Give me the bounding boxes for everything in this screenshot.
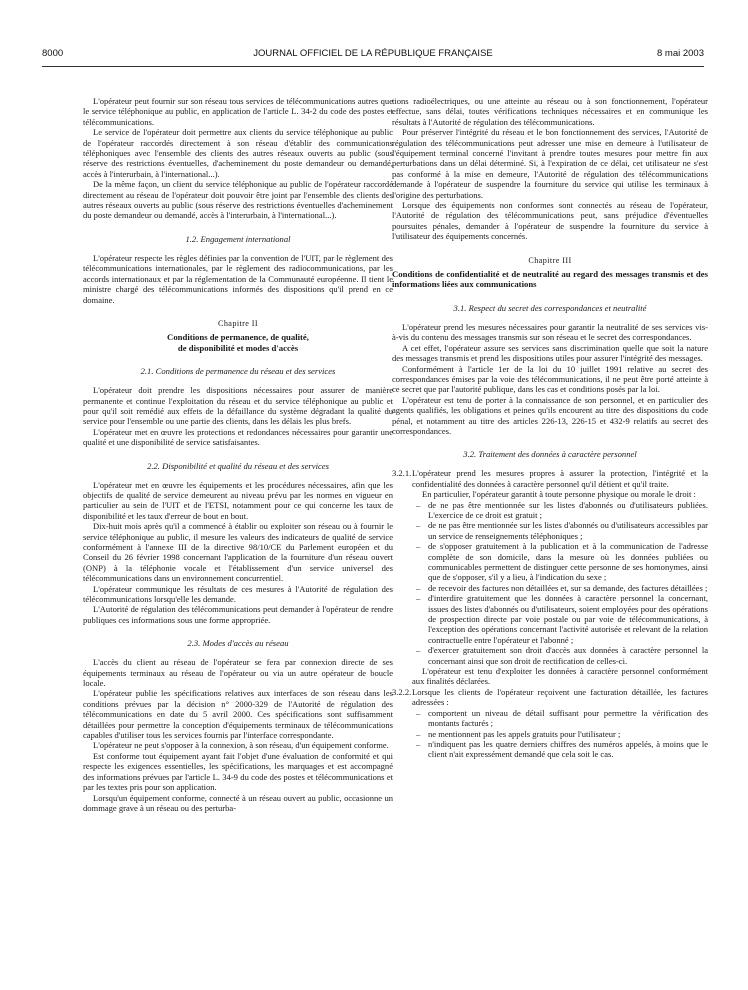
paragraph: De la même façon, un client du service téléphonique au public de l'opérateur raccordé directement au réseau de l'opérateur doit pouvoir être joint par l'ensemble des clients des autres réseaux ouverts au public (sous réserve des restrictions éventuelles d'acheminement du poste demandeur ou demandé, accès à l'interurbain, à l'international...). xyxy=(83,179,393,221)
chapter-title xyxy=(83,332,393,353)
list-item: – de recevoir des factures non détaillées et, sur sa demande, des factures détaillées ; xyxy=(412,583,708,593)
paragraph: Pour préserver l'intégrité du réseau et le bon fonctionnement des services, l'Autorité de régulation des télécommunications peut adresser une mise en demeure à l'utilisateur de l'équipement terminal concerné l'invitant à prendre toutes mesures pour mettre fin aux perturbations dans un délai déterminé. Si, à l'expiration de ce délai, cet utilisateur ne s'est pas conformé à la mise en demeure, l'Autorité de régulation des télécommunications demande à l'opérateur de suspendre la fourniture du service qui utilise les terminaux à l'origine des perturbations. xyxy=(392,127,708,200)
chapter-title-line: Conditions de permanence, de qualité, xyxy=(167,331,309,342)
paragraph: L'Autorité de régulation des télécommunications peut demander à l'opérateur de rendre publiques ces informations sous une forme appropriée. xyxy=(83,604,393,625)
numbered-paragraph-3-2-2 xyxy=(392,687,708,708)
section-title: Disponibilité et qualité du réseau et des services xyxy=(162,460,329,471)
paragraph: L'opérateur respecte les règles définies par la convention de l'UIT, par le règlement des télécommunications internationales, par le règlement des radiocommunications, par les accords internationaux et par la réglementation de la Communauté européenne. Il tient le ministre chargé des télécommunications informés des dispositions qu'il prend en ce domaine. xyxy=(83,252,393,305)
chapter-label: Chapitre III xyxy=(528,255,572,265)
list-item: – n'indiquent pas les quatre derniers chiffres des numéros appelés, à moins que le client n'ait expressément demandé que cela soit le cas. xyxy=(412,739,708,760)
chapter-title: Conditions de confidentialité et de neutralité au regard des messages transmis et des informations liées aux communications xyxy=(392,268,708,290)
rights-list xyxy=(392,500,708,667)
paragraph-text: L'opérateur prend les mesures propres à assurer la protection, l'intégrité et la confidentialité des données à caractère personnel qu'il détient et qu'il traite. xyxy=(412,468,708,489)
section-number: 2.1. xyxy=(140,366,154,377)
section-heading-3-1 xyxy=(392,303,708,314)
paragraph: L'opérateur publie les spécifications relatives aux interfaces de son réseau dans les conditions prévues par la décision n° 2000-329 de l'Autorité de régulation des télécommunications en date du 5 avril 2000. Ces spécifications sont suffisamment détaillées pour permettre la conception d'équipements terminaux de télécommunications capables d'utiliser tous les services fournis par l'interface correspondante. xyxy=(83,688,393,741)
paragraph: En particulier, l'opérateur garantit à toute personne physique ou morale le droit : xyxy=(422,489,696,500)
paragraph: Lorsqu'un équipement conforme, connecté à un réseau ouvert au public, occasionne un dommage grave à un réseau ou des perturba- xyxy=(83,792,393,813)
invoice-list xyxy=(392,708,708,760)
section-number: 3.1. xyxy=(453,302,467,313)
section-title: Traitement des données à caractère personnel xyxy=(478,449,637,460)
section-title: Engagement international xyxy=(200,233,291,244)
left-column xyxy=(83,96,393,976)
section-heading-3-2 xyxy=(392,449,708,460)
section-number: 2.3. xyxy=(187,638,201,649)
section-heading-2-2 xyxy=(83,461,393,472)
paragraph: tions radioélectriques, ou une atteinte au réseau ou à son fonctionnement, l'opérateur effectue, sans délai, toutes vérifications techniques nécessaires et en communique les résultats à l'Autorité de régulation des télécommunications. xyxy=(392,96,708,127)
chapter-title-line: de disponibilité et modes d'accès xyxy=(177,342,299,353)
section-number: 2.2. xyxy=(147,460,160,471)
paragraph: L'opérateur peut fournir sur son réseau tous services de télécommunications autres que le service téléphonique au public, en application de l'article L. 34-2 du code des postes et télécommunications. xyxy=(83,96,393,127)
right-column xyxy=(392,96,708,976)
paragraph-number: 3.2.2. xyxy=(392,686,412,697)
list-item: – d'interdire gratuitement que les données à caractère personnel la concernant, issues des listes d'abonnés ou d'utilisateurs, soient employées pour des opérations de prospection directe par voie postale ou par voie de télécommunications, à l'exception des opérations concernant l'activité autorisée et relevant de la relation contractuelle entre l'opérateur et l'abonné ; xyxy=(412,593,708,645)
paragraph: Lorsque des équipements non conformes sont connectés au réseau de l'opérateur, l'Autorité de régulation des télécommunications peut, sans préjudice d'éventuelles poursuites pénales, demander à l'opérateur de suspendre la fourniture du service à l'utilisateur des équipements concernés. xyxy=(392,200,708,242)
paragraph: L'opérateur ne peut s'opposer à la connexion, à son réseau, d'un équipement conforme. xyxy=(93,740,389,751)
page-number: 8000 xyxy=(42,48,64,59)
list-item: – ne mentionnent pas les appels gratuits pour l'utilisateur ; xyxy=(412,729,708,739)
section-title: Conditions de permanence du réseau et des services xyxy=(155,366,336,377)
page-header xyxy=(42,48,704,67)
section-number: 3.2. xyxy=(463,449,477,460)
journal-title: JOURNAL OFFICIEL DE LA RÉPUBLIQUE FRANÇAISE xyxy=(253,48,493,59)
paragraph: Le service de l'opérateur doit permettre aux clients du service téléphonique au public de l'opérateur raccordés directement à son réseau d'établir des communications téléphoniques avec l'ensemble des clients des autres réseaux ouverts au public (sous réserve des restrictions éventuelles, d'acheminement du poste demandeur ou demandé, accès à l'interurbain, à l'international...). xyxy=(83,127,393,179)
section-heading-1-2 xyxy=(83,234,393,245)
list-item: – comportent un niveau de détail suffisant pour permettre la vérification des montants facturés ; xyxy=(412,708,708,729)
paragraph: L'opérateur communique les résultats de ces mesures à l'Autorité de régulation des télécommunications lorsqu'elle les demande. xyxy=(83,583,393,604)
paragraph: Conformément à l'article 1er de la loi du 10 juillet 1991 relative au secret des correspondances émises par la voie des télécommunications, il ne peut être porté atteinte à ce secret que par l'autorité publique, dans les cas et conditions posés par la loi. xyxy=(392,363,708,395)
subsection-body xyxy=(392,489,708,499)
paragraph: Dix-huit mois après qu'il a commencé à établir ou exploiter son réseau ou à fournir le service téléphonique au public, il mesure les valeurs des indicateurs de qualité de service conformément à l'annexe III de la directive 98/10/CE du Parlement européen et du Conseil du 26 février 1998 concernant l'application de la fourniture d'un réseau ouvert (ONP) à la téléphonie vocale et l'établissement d'un service universel des télécommunications dans un environnement concurrentiel. xyxy=(83,521,393,584)
paragraph: L'opérateur est tenu de porter à la connaissance de son personnel, et en particulier des agents qualifiés, les obligations et peines qu'ils encourent au titre des dispositions du code pénal, et notamment au titre des articles 226-13, 226-15 et 432-9 relatifs au secret des correspondances. xyxy=(392,394,708,436)
section-heading-2-3 xyxy=(83,638,393,649)
chapter-label: Chapitre II xyxy=(217,318,259,328)
list-item: – de ne pas être mentionnée sur les listes d'abonnés ou d'utilisateurs accessibles par un service de renseignements téléphoniques ; xyxy=(412,520,708,541)
subsection-body xyxy=(392,666,708,687)
numbered-paragraph-3-2-1 xyxy=(392,468,708,489)
paragraph-text: Lorsque les clients de l'opérateur reçoivent une facturation détaillée, les factures adressées : xyxy=(412,686,708,708)
paragraph: A cet effet, l'opérateur assure ses services sans discrimination quelle que soit la nature des messages transmis et prend les dispositions utiles pour assurer l'intégrité des messages. xyxy=(392,342,708,364)
issue-date: 8 mai 2003 xyxy=(656,48,704,59)
list-item: – de ne pas être mentionnée sur les listes d'abonnés ou d'utilisateurs publiées. L'exercice de ce droit est gratuit ; xyxy=(412,500,708,521)
paragraph-number: 3.2.1. xyxy=(392,468,412,479)
paragraph: L'opérateur est tenu d'exploiter les données à caractère personnel conformément aux finalités déclarées. xyxy=(412,666,708,687)
paragraph: L'opérateur met en œuvre les protections et redondances nécessaires pour garantir une qualité et une disponibilité de service satisfaisantes. xyxy=(83,426,393,448)
paragraph: Est conforme tout équipement ayant fait l'objet d'une évaluation de conformité et qui respecte les exigences essentielles, les spécifications, les marquages et est accompagné des informations prévues par l'article L. 34-9 du code des postes et télécommunications et par les textes pris pour son application. xyxy=(83,750,393,793)
section-number: 1.2. xyxy=(185,233,199,244)
list-item: – de s'opposer gratuitement à la publication et à la communication de l'adresse complète de son domicile, dans la mesure où les données publiées ou communicables permettent de distinguer cette personne de ses homonymes, ainsi que de s'opposer, s'il y a lieu, à l'indication du sexe ; xyxy=(412,541,708,583)
paragraph: L'opérateur doit prendre les dispositions nécessaires pour assurer de manière permanente et continue l'exploitation du réseau et du service téléphonique au public et pour qu'il soit remédié aux effets de la défaillance du système dégradant la qualité du service pour l'ensemble ou une partie des clients, dans les délais les plus brefs. xyxy=(83,385,393,427)
paragraph: L'opérateur met en œuvre les équipements et les procédures nécessaires, afin que les objectifs de qualité de service demeurent au niveau prévu par les normes en vigueur en particulier au sein de l'UIT et de l'ETSI, notamment pour ce qui concerne les taux de disponibilité et les taux d'erreur de bout en bout. xyxy=(83,479,393,521)
section-title: Respect du secret des correspondances et neutralité xyxy=(468,302,647,313)
list-item: – d'exercer gratuitement son droit d'accès aux données à caractère personnel la concernant ainsi que son droit de rectification de celles-ci. xyxy=(412,645,708,666)
paragraph: L'accès du client au réseau de l'opérateur se fera par connexion directe de ses équipements terminaux au réseau de l'opérateur ou via un autre opérateur de boucle locale. xyxy=(83,657,393,689)
section-title: Modes d'accès au réseau xyxy=(202,638,289,649)
section-heading-2-1 xyxy=(83,366,393,377)
paragraph: L'opérateur prend les mesures nécessaires pour garantir la neutralité de ses services vis-à-vis du contenu des messages transmis sur son réseau et le secret des correspondances. xyxy=(392,321,708,343)
